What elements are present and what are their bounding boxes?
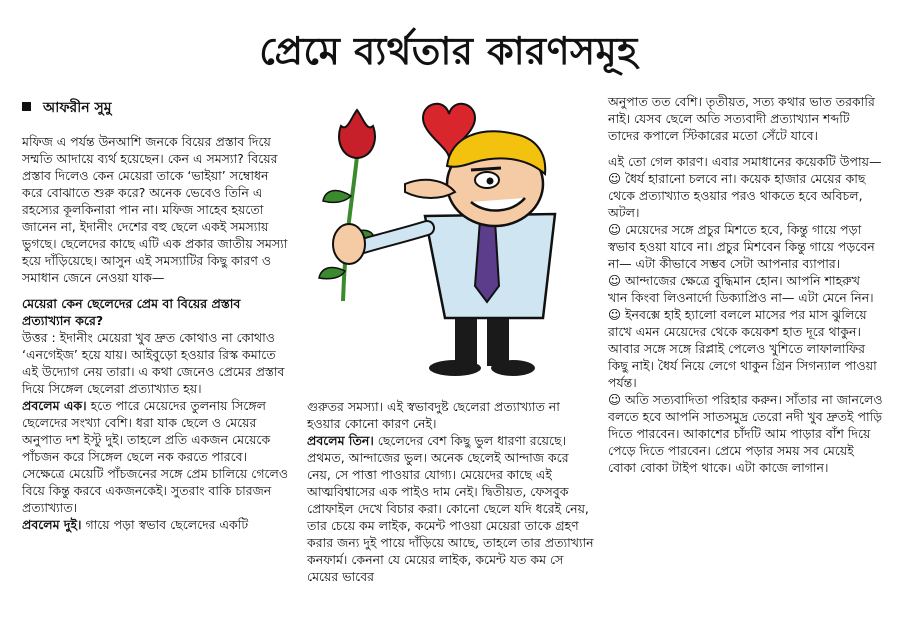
- smiley-icon: ☺: [608, 392, 622, 407]
- rose-icon: [339, 110, 375, 158]
- answer-paragraph: উত্তর : ইদানীং মেয়েরা খুব দ্রুত কোথাও না কোথাও ‘এনগেইজ’ হয়ে যায়। আইবুড়ো হওয়ার রিস্ক কমাতে এই উদ্যোগ নেয় তারা। এ কথা জেনেও প্রেমের প্রস্তাব দিয়ে সিঙ্গেল ছেলেরা প্রত্যাখ্যাত হয়।: [22, 330, 285, 396]
- tie: [475, 220, 499, 302]
- tip-text: অতি সত্যবাদিতা পরিহার করুন। সাঁতার না জানলেও বলতে হবে আপনি সাতসমুদ্র তেরো নদী খুব দ্রুতই পাড়ি দিতে পারবেন। আকাশের চাঁদটি আম পাড়ার বাঁশ দিয়ে পেড়ে দিতে পারবেন। প্রেমে পড়ার সময় সব মেয়েই বোকা বোকা টাইপ থাকে। এটা কাজে লাগান।: [608, 392, 883, 475]
- square-bullet-icon: [22, 102, 31, 111]
- column-2: [307, 398, 595, 585]
- tip-item: [608, 391, 883, 476]
- tip-text: আন্দাজের ক্ষেত্রে বুদ্ধিমান হোন। আপনি শাহরুখ খান কিংবা লিওনার্দো ডিক্যাপ্রিও না— এটা মেনে নিন।: [608, 273, 874, 305]
- solution-intro: এই তো গেল কারণ। এবার সমাধানের কয়েকটি উপায়—: [608, 154, 882, 169]
- intro-paragraph: মফিজ এ পর্যন্ত উনআশি জনকে বিয়ের প্রস্তাব দিয়ে সম্মতি আদায়ে ব্যর্থ হয়েছেন। কেন এ সমস্যা? বিয়ের প্রস্তাব দিলেও কেন মেয়েরা তাকে ‘ভাইয়া’ সম্বোধন করে বোঝাতে শুরু করে? অনেক ভেবেও তিনি এ রহস্যের কূলকিনারা পান না। মফিজ সাহেব হয়তো জানেন না, ইদানীং দেশের বহু ছেলে একই সমস্যায় ভুগছে। ছেলেদের কাছে এটি এক প্রকার জাতীয় সমস্যা হয়ে দাঁড়িয়েছে। আসুন এই সমস্যাটির কিছু কারণ ও সমাধান জেনে নেওয়া যাক—: [22, 134, 288, 285]
- tip-text: মেয়েদের সঙ্গে প্রচুর মিশতে হবে, কিন্তু গায়ে পড়া স্বভাব হওয়া যাবে না। প্রচুর মিশবেন কিন্তু গায়ে পড়বেন না— এটা কীভাবে সম্ভব সেটা আপনার ব্যাপার।: [608, 222, 875, 271]
- byline: [22, 96, 112, 120]
- problem-two-paragraph: [22, 516, 292, 533]
- article-title: প্রেমে ব্যর্থতার কারণসমূহ: [259, 28, 638, 73]
- column-3: [608, 93, 883, 476]
- problem-three-paragraph: [307, 432, 595, 585]
- man-with-rose-icon: [305, 96, 595, 386]
- author-name: আফরীন সুমু: [43, 100, 112, 116]
- tip-item: [608, 306, 883, 391]
- smiley-icon: ☺: [608, 171, 622, 186]
- problem-three-label: প্রবলেম তিন।: [307, 433, 374, 448]
- smiley-icon: ☺: [608, 307, 622, 322]
- tip-text: ধৈর্য হারানো চলবে না। কয়েক হাজার মেয়ের কাছ থেকে প্রত্যাখ্যাত হওয়ার পরও থাকতে হবে অবিচল, অটল।: [608, 171, 866, 220]
- tip-text: ইনবক্সে হাই হ্যালো বললে মাসের পর মাস ঝুলিয়ে রাখে এমন মেয়েদের থেকে কয়েকশ হাত দূরে থাকুন। আবার সঙ্গে সঙ্গে রিপ্লাই পেলেও খুশিতে লাফালাফির কিছু নাই। ধৈর্য নিয়ে লেগে থাকুন গ্রিন সিগন্যাল পাওয়া পর্যন্ত।: [608, 307, 877, 390]
- column-1: [22, 133, 292, 533]
- problem-two-label: প্রবলেম দুই।: [22, 517, 82, 532]
- problem-one-label: প্রবলেম এক।: [22, 398, 87, 413]
- problem-one-text: হতে পারে মেয়েদের তুলনায় সিঙ্গেল ছেলেদের সংখ্যা বেশি। ধরা যাক ছেলে ও মেয়ের অনুপাত দশ ইস্টু দুই। তাহলে প্রতি একজন মেয়েকে পাঁচজন করে সিঙ্গেল ছেলে নক করতে পারবে। সেক্ষেত্রে মেয়েটি পাঁচজনের সঙ্গে প্রেম চালিয়ে গেলেও বিয়ে কিন্তু করবে একজনকেই। সুতরাং বাকি চারজন প্রত্যাখ্যাত।: [22, 398, 289, 515]
- continued-paragraph: গুরুতর সমস্যা। এই স্বভাবদুষ্ট ছেলেরা প্রত্যাখ্যাত না হওয়ার কোনো কারণ নেই।: [307, 399, 560, 431]
- hand: [333, 224, 365, 264]
- smiley-icon: ☺: [608, 273, 622, 288]
- problem-one-paragraph: [22, 397, 292, 516]
- smiley-icon: ☺: [608, 222, 622, 237]
- tip-item: [608, 221, 883, 272]
- problem-two-text: গায়ে পড়া স্বভাব ছেলেদের একটি: [81, 517, 249, 532]
- problem-three-text: ছেলেদের বেশ কিছু ভুল ধারণা রয়েছে। প্রথমত, আন্দাজের ভুল। অনেক ছেলেই আন্দাজ করে নেয়, সে পাত্তা পাওয়ার যোগ্য। মেয়েদের কাছে এই আত্মবিশ্বাসের এক পাইও দাম নেই। দ্বিতীয়ত, ফেসবুক প্রোফাইল দেখে বিচার করা। কোনো ছেলে যদি ধরেই নেয়, তার চেয়ে কম লাইক, কমেন্ট পাওয়া মেয়েরা তাকে গ্রহণ করার জন্য দুই পায়ে দাঁড়িয়ে আছে, তাহলে তার প্রত্যাখ্যান কনফার্ম। কেননা যে মেয়ের লাইক, কমেন্ট যত কম সে মেয়ের ভাবের: [307, 433, 594, 584]
- question-heading: মেয়েরা কেন ছেলেদের প্রেম বা বিয়ের প্রস্তাব প্রত্যাখ্যান করে?: [22, 296, 241, 328]
- continued-paragraph: অনুপাত তত বেশি। তৃতীয়ত, সত্য কথার ভাত তরকারি নাই। যেসব ছেলে অতি সত্যবাদী প্রত্যাখ্যান শব্দটি তাদের কপালে স্টিকারের মতো সেঁটে যাবে।: [608, 94, 875, 143]
- tip-item: [608, 272, 883, 306]
- cartoon-illustration: [305, 96, 595, 386]
- tip-item: [608, 170, 883, 221]
